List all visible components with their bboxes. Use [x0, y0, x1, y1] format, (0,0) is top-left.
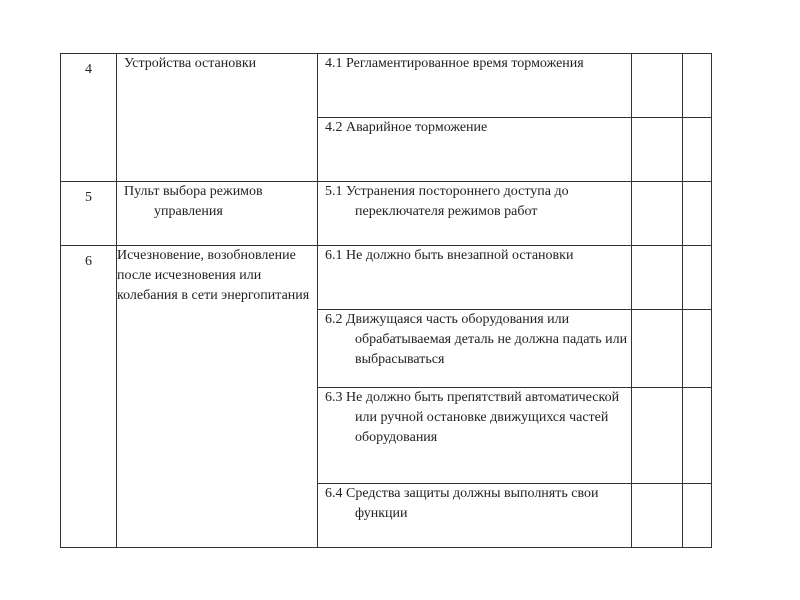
device-name: Исчезновение, возобновление после исчезновения или колебания в сети энергопитания [117, 246, 318, 548]
requirement-cell: 6.2 Движущаяся часть оборудования или обрабатываемая деталь не должна падать или выбрасываться [318, 310, 632, 388]
table-row [61, 246, 712, 310]
empty-cell [632, 182, 683, 246]
empty-cell [683, 310, 712, 388]
requirement-cell: 6.4 Средства защиты должны выполнять свои функции [318, 484, 632, 548]
row-number: 4 [61, 54, 117, 182]
empty-cell [632, 118, 683, 182]
requirement-cell: 4.2 Аварийное торможение [318, 118, 632, 182]
requirement-cell: 4.1 Регламентированное время торможения [318, 54, 632, 118]
requirements-table [60, 53, 712, 548]
requirement-cell: 5.1 Устранения постороннего доступа до переключателя режимов работ [318, 182, 632, 246]
empty-cell [683, 54, 712, 118]
empty-cell [632, 54, 683, 118]
row-number: 6 [61, 246, 117, 548]
table-row [61, 182, 712, 246]
empty-cell [632, 310, 683, 388]
table-row [61, 54, 712, 118]
empty-cell [683, 484, 712, 548]
requirement-cell: 6.1 Не должно быть внезапной остановки [318, 246, 632, 310]
empty-cell [683, 246, 712, 310]
device-name: Устройства остановки [117, 54, 318, 182]
row-number: 5 [61, 182, 117, 246]
empty-cell [683, 182, 712, 246]
requirement-cell: 6.3 Не должно быть препятствий автоматической или ручной остановке движущихся частей оборудования [318, 388, 632, 484]
empty-cell [683, 388, 712, 484]
empty-cell [632, 388, 683, 484]
empty-cell [632, 246, 683, 310]
device-name: Пульт выбора режимов управления [117, 182, 318, 246]
empty-cell [632, 484, 683, 548]
empty-cell [683, 118, 712, 182]
